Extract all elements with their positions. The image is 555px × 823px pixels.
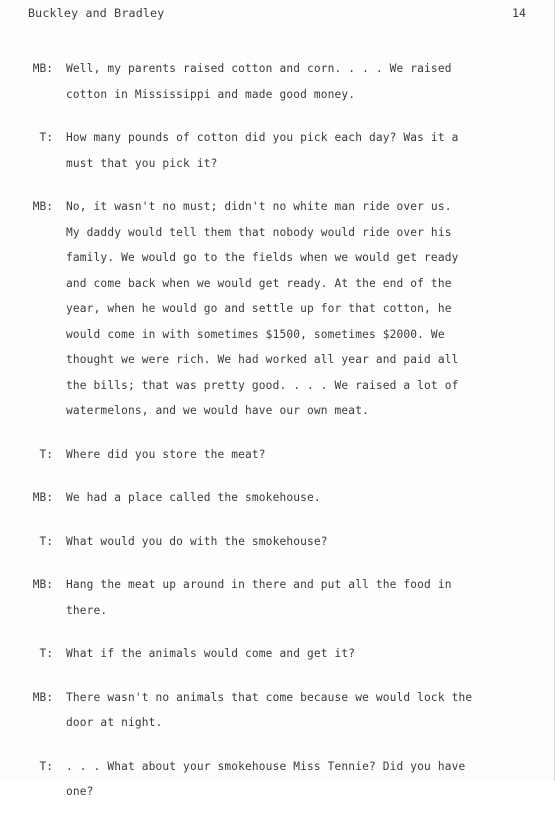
speaker-label: MB: [32,62,53,75]
transcript-entry [0,529,555,555]
transcript-entry [0,56,555,107]
speaker-label: MB: [32,578,53,591]
speech-text: How many pounds of cotton did you pick each day? Was it a must that you pick it? [66,131,459,170]
transcript-entry [0,485,555,511]
running-header: Buckley and Bradley [28,6,165,20]
speaker-label: T: [39,131,53,144]
speaker-label: T: [39,759,53,773]
speech-text: What if the animals would come and get it? [66,647,356,660]
transcript-entry [0,685,555,736]
speech-text: Well, my parents raised cotton and corn. . . . We raised cotton in Mississippi and made good money. [66,62,452,101]
transcript-entry [0,572,555,623]
transcript-entry [0,442,555,468]
speaker-label: T: [39,447,53,461]
transcript-entry [0,754,555,805]
transcript-body [0,56,555,823]
speaker-label: MB: [32,690,53,704]
transcript-entry [0,125,555,176]
speech-text: No, it wasn't no must; didn't no white man ride over us. My daddy would tell them that nobody would ride over his family. We would go to the fields when we would get ready and come back when we would get ready. At the end of the year, when he would go and settle up for that cotton, he would come in with sometimes $1500, sometimes $2000. We thought we were rich. We had worked all year and paid all the bills; that was pretty good. . . . We raised a lot of watermelons, and we would have our own meat. [66,200,459,417]
speaker-label: MB: [32,200,53,213]
speech-text: Where did you store the meat? [66,447,266,461]
speech-text: . . . What about your smokehouse Miss Tennie? Did you have one? [66,759,466,798]
speech-text: There wasn't no animals that come because we would lock the door at night. [66,690,473,729]
transcript-entry [0,641,555,667]
transcript-entry [0,194,555,424]
speech-text: Hang the meat up around in there and put all the food in there. [66,578,452,617]
speech-text: We had a place called the smokehouse. [66,491,321,504]
speaker-label: T: [39,647,53,660]
speaker-label: MB: [32,491,53,504]
speech-text: What would you do with the smokehouse? [66,534,328,548]
speaker-label: T: [39,534,53,548]
page-number: 14 [512,6,526,20]
